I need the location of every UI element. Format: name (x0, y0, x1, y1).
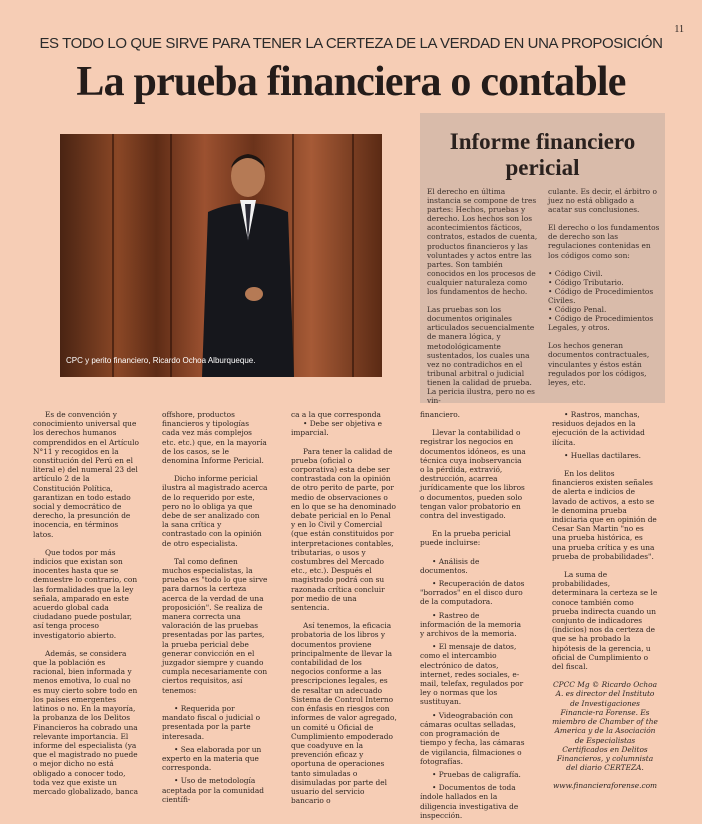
paragraph: offshore, productos financieros y tipologías cada vez más complejos etc. etc.) que, en la mayoría de los casos, se le denomina Informe Pericial. (162, 410, 267, 466)
sidebar-paragraph: Los hechos generan documentos contractuales, vinculantes y éstos están regulados por los códigos, leyes, etc. (548, 341, 650, 387)
paragraph: Que todos por más indicios que existan son inocentes hasta que se demuestre lo contrario, con las formalidades que la ley señala, amparado en este acuerdo global cada ciudadano puede postular, así tenga proceso investigatorio abierto. (33, 547, 138, 640)
paragraph: En los delitos financieros existen señales de alerta e indicios de lavado de activos, a esto se le denomina prueba indiciaria que en opinión de Cesar San Martin "no es una prueba histórica, es una prueba crítica y es una prueba de probabilidades". (552, 469, 657, 561)
list-item: • Documentos de toda índole hallados en la diligencia investigativa de inspección. (420, 783, 519, 820)
paragraph: Llevar la contabilidad o registrar los negocios en documentos idóneos, es una técnica cuya inobservancia o la pérdida, extravió, destrucción, acarrea jurídicamente que los libros o documentos, pueden solo tengan valor probatorio en contra del investigado. (420, 428, 526, 521)
list-item: • Huellas dactilares. (564, 450, 641, 460)
sidebar-box (420, 113, 665, 406)
paragraph: ca a la que corresponda (291, 410, 381, 419)
list-item: • El mensaje de datos, como el intercambio electrónico de datos, internet, redes sociales, e-mail, telefax, regulados por ley o normas que los sustituyan. (420, 642, 524, 707)
website-link[interactable]: www.financieraforense.com (552, 781, 658, 791)
codes-list (548, 269, 660, 333)
paragraph: En la prueba pericial puede incluirse: (420, 529, 511, 548)
sidebar-paragraph: culante. Es decir, el árbitro o juez no está obligado a acatar sus conclusiones. (548, 187, 657, 215)
sidebar-title: Informe financiero pericial (449, 129, 636, 180)
paragraph: Así tenemos, la eficacia probatoria de los libros y documentos proviene principalmente de llevar la contabilidad de los negocios conforme a las prescripciones legales, es de resaltar un adecuado Sistema de Control Interno con énfasis en riesgos con informes de valor agregado, un comité u Oficial de Cumplimiento empoderado que coadyuve en la prevención eficaz y oportuna de operaciones tanto simuladas o disimuladas por parte del usuario del servicio bancario o (291, 621, 397, 806)
kicker-headline: ES TODO LO QUE SIRVE PARA TENER LA CERTEZA DE LA VERDAD EN UNA PROPOSICIÓN (39, 35, 663, 52)
list-item: • Debe ser objetiva e imparcial. (291, 419, 382, 438)
paragraph: Para tener la calidad de prueba (oficial o corporativa) esta debe ser contrastada con la opinión de otro perito de parte, por medio de observaciones o en lo que se ha denominado debate pericial en lo Penal y en lo Civil y Comercial (que están constituidos por interpretaciones contables, tributarias, o usos y costumbres del Mercado etc., etc.). Después el magistrado podrá con su razonada crítica concluir por medio de una sentencia. (291, 446, 396, 613)
list-item: • Código Civil. (548, 268, 603, 278)
paragraph: Es de convención y conocimiento universal que los derechos humanos comprendidos en el Artículo N°11 y recogidos en la constitución del Perú en el literal e) del numeral 23 del artículo 2 de la Constitución Política, garantizan en todo estado social y democrático de derecho, la presunción de inocencia, en términos latos. (33, 410, 139, 539)
list-item: • Código Tributario. (548, 277, 624, 287)
body-column-5 (552, 410, 658, 791)
person-figure (188, 142, 308, 377)
sidebar-col-2 (548, 187, 660, 396)
list-item: • Uso de metodología aceptada por la comunidad científi- (162, 776, 265, 804)
body-column-4 (420, 410, 526, 824)
sidebar-paragraph: El derecho o los fundamentos de derecho son las regulaciones contenidas en los códigos como son: (548, 223, 660, 260)
body-column-2 (162, 410, 268, 808)
list-item: • Rastros, manchas, residuos dejados en la ejecución de la actividad ilícita. (552, 410, 645, 447)
body-column-3 (291, 410, 397, 814)
list-item: • Requerida por mandato fiscal o judicial o presentada por la parte interesada. (162, 703, 261, 741)
list-item: • Código de Procedimientos Legales, y otros. (548, 314, 654, 333)
sidebar-col-1 (427, 187, 539, 414)
list-item: • Análisis de documentos. (420, 556, 480, 575)
photo-caption: CPC y perito financiero, Ricardo Ochoa Alburqueque. (66, 356, 256, 365)
list-item: • Videograbación con cámaras ocultas selladas, con programación de tiempo y fecha, las cámaras de vigilancia, filmaciones o fotografías. (420, 710, 525, 766)
list-item: • Rastreo de información de la memoria y archivos de la memoria. (420, 610, 522, 639)
author-photo (60, 134, 382, 377)
sidebar-paragraph: Las pruebas son los documentos originales articulados secuencialmente de manera lógica, y metodológicamente sustentados, los cuales una vez no contradichos en el tribunal arbitral o judicial tienen la calidad de prueba. La pericia ilustra, pero no es vin- (427, 305, 535, 406)
list-item: • Pruebas de caligrafía. (432, 769, 521, 779)
list-item: • Código Penal. (548, 305, 607, 315)
author-bio: CPCC Mg © Ricardo Ochoa A. es director del Instituto de Investigaciones Financie-ra Forense. Es miembro de Chamber of the America y de la Asociación de Especialistas Certificados en Delitos Financieros, y columnista del diario CERTEZA. (552, 680, 658, 773)
paragraph: Dicho informe pericial ilustra al magistrado acerca de lo requerido por este, pero no lo obliga ya que debe de ser analizado con la sana crítica y contrastado con la opinión de otro especialista. (162, 474, 268, 548)
body-column-1 (33, 410, 139, 805)
list-item: • Recuperación de datos "borrados" en el disco duro de la computadora. (420, 579, 525, 607)
sidebar-paragraph: El derecho en última instancia se compone de tres partes: Hechos, pruebas y derecho. Los hechos son los acontecimientos fácticos, contratos, estados de cuenta, productos financieros y las voluntades y actos entre las partes. Son también conocidos en los procesos de cualquier naturaleza como los fundamentos de hecho. (427, 187, 538, 297)
paragraph: financiero. (420, 410, 460, 419)
paragraph: Tal como definen muchos especialistas, la prueba es "todo lo que sirve para darnos la certeza acerca de la verdad de una proposición". Se realiza de manera correcta una valoración de las pruebas presentadas por las partes, la prueba pericial debe generar convicción en el juzgador siempre y cuando cumpla necesariamente con ciertos requisitos, así tenemos: (162, 556, 268, 695)
page-number: 11 (674, 24, 684, 35)
paragraph: Además, se considera que la población es racional, bien informada y menos emotiva, lo cual no es muy cierto sobre todo en los países emergentes latinos o no. En la mayoría, la probanza de los Delitos Financieros ha cobrado una relevante importancia. El informe del especialista (ya que el magistrado no puede o mejor dicho no está obligado a conocer todo, toda vez que existe un mercado globalizado, banca (33, 648, 139, 796)
article-title: La prueba financiera o contable (76, 59, 626, 105)
paragraph: La suma de probabilidades, determinara la certeza se le conoce también como prueba indirecta cuando un conjunto de indicadores (indicios) nos da certeza de que se ha probado la hipótesis de la gerencia, u oficial de Cumplimiento o del fiscal. (552, 570, 658, 672)
list-item: • Sea elaborada por un experto en la materia que corresponda. (162, 744, 262, 773)
list-item: • Código de Procedimientos Civiles. (548, 286, 654, 305)
